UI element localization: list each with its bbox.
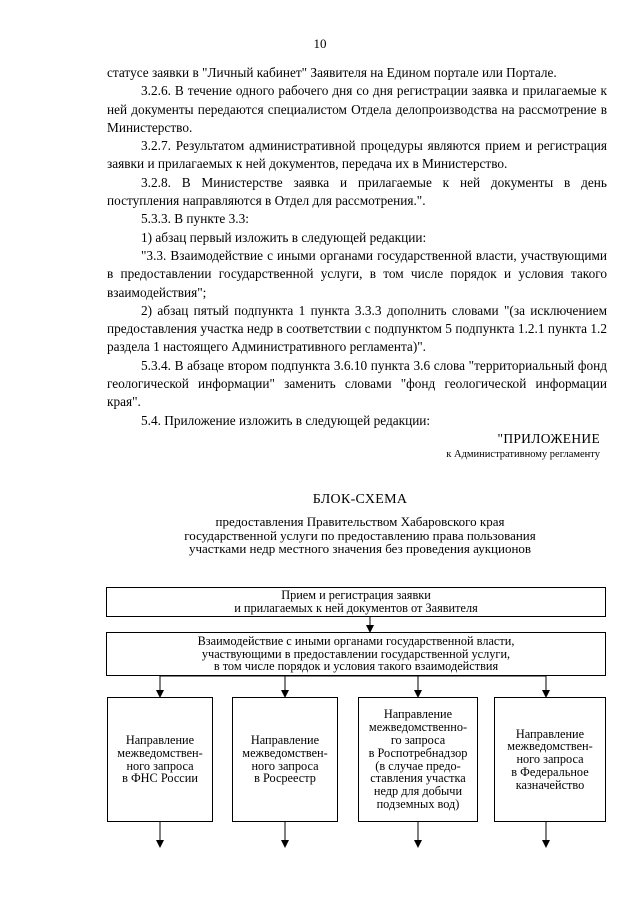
box-line: казначейство bbox=[515, 777, 585, 792]
subtitle-line: государственной услуги по предоставлению права пользования bbox=[184, 527, 536, 543]
box-line: Направление bbox=[250, 732, 320, 747]
box-line: и прилагаемых к ней документов от Заявителя bbox=[234, 601, 478, 615]
paragraph-5-4: 5.4. Приложение изложить в следующей редакции: bbox=[141, 412, 431, 428]
paragraph-item-2: 2) абзац пятый подпункта 1 пункта 3.3.3 дополнить словами "(за исключением предоставления участка недр в соответствии с подпунктом 5 подпункта 1.2.1 пункта 1.2 раздела 1 настоящего Административного регламента)". bbox=[107, 302, 607, 355]
appendix-title: "ПРИЛОЖЕНИЕ bbox=[497, 431, 600, 446]
paragraph-5-3-3: 5.3.3. В пункте 3.3: bbox=[141, 211, 249, 227]
paragraph-3-2-6: 3.2.6. В течение одного рабочего дня со дня регистрации заявка и прилагаемые к ней документы передаются специалистом Отдела делопроизводства на рассмотрение в Министерство. bbox=[107, 83, 607, 135]
box-line: Взаимодействие с иными органами государственной власти, bbox=[197, 633, 515, 648]
box-line: в ФНС России bbox=[122, 771, 198, 786]
box-line: ного запроса bbox=[516, 752, 584, 767]
box-line: в Роспотребнадзор bbox=[368, 745, 468, 760]
box-line: (в случае предо- bbox=[375, 758, 461, 773]
flow-box-rospotrebnadzor bbox=[358, 697, 478, 822]
box-line: в Росреестр bbox=[254, 771, 316, 786]
box-line: в том числе порядок и условия такого взаимодействия bbox=[213, 659, 499, 674]
box-line: межведомствен- bbox=[242, 745, 328, 760]
box-line: Направление bbox=[515, 726, 585, 741]
paragraph-continuation: статусе заявки в "Личный кабинет" Заявителя на Едином портале или Портале. bbox=[107, 65, 557, 80]
subtitle-line: предоставления Правительством Хабаровского края bbox=[215, 514, 505, 529]
appendix-subtitle: к Административному регламенту bbox=[446, 449, 600, 460]
subtitle-line: участками недр местного значения без проведения аукционов bbox=[188, 541, 532, 556]
box-line: межведомствен- bbox=[507, 739, 593, 754]
box-line: го запроса bbox=[390, 732, 446, 747]
box-line: участвующими в предоставлении государственной услуги, bbox=[201, 646, 511, 661]
box-line: ставления участка bbox=[370, 771, 466, 786]
box-line: подземных вод) bbox=[376, 796, 460, 811]
box-line: в Федеральное bbox=[511, 764, 589, 779]
paragraph-5-3-4: 5.3.4. В абзаце втором подпункта 3.6.10 пункта 3.6 слова "территориальный фонд геологической информации" заменить словами "фонд геологической информации края". bbox=[107, 357, 607, 410]
box-line: Направление bbox=[125, 732, 195, 747]
paragraph-3-2-8: 3.2.8. В Министерстве заявка и прилагаемые к ней документы в день поступления направляются в Отдел для рассмотрения.". bbox=[107, 174, 607, 209]
paragraph-item-1: 1) абзац первый изложить в следующей редакции: bbox=[141, 229, 427, 245]
flow-box-interaction bbox=[106, 632, 606, 676]
flow-box-reception bbox=[106, 587, 606, 617]
paragraph-quote-3-3: "3.3. Взаимодействие с иными органами государственной власти, участвующими в предоставлении государственной услуги, в том числе порядок и условия такого взаимодействия"; bbox=[107, 247, 607, 300]
paragraph-3-2-7: 3.2.7. Результатом административной процедуры являются прием и регистрация заявки и прилагаемых к ней документов, передача их в Министерство. bbox=[107, 138, 607, 172]
box-line: ного запроса bbox=[251, 758, 319, 773]
flow-box-fns bbox=[107, 697, 213, 822]
box-line: межведомственно- bbox=[368, 720, 468, 735]
flow-box-treasury bbox=[494, 697, 606, 822]
box-line: Направление bbox=[383, 707, 453, 722]
page-number: 10 bbox=[313, 36, 327, 51]
block-scheme-title: БЛОК-СХЕМА bbox=[312, 492, 408, 507]
box-line: ного запроса bbox=[126, 758, 194, 773]
box-line: Прием и регистрация заявки bbox=[281, 588, 431, 603]
flow-box-rosreestr bbox=[232, 697, 338, 822]
box-line: межведомствен- bbox=[117, 745, 203, 760]
box-line: недр для добычи bbox=[373, 784, 463, 799]
